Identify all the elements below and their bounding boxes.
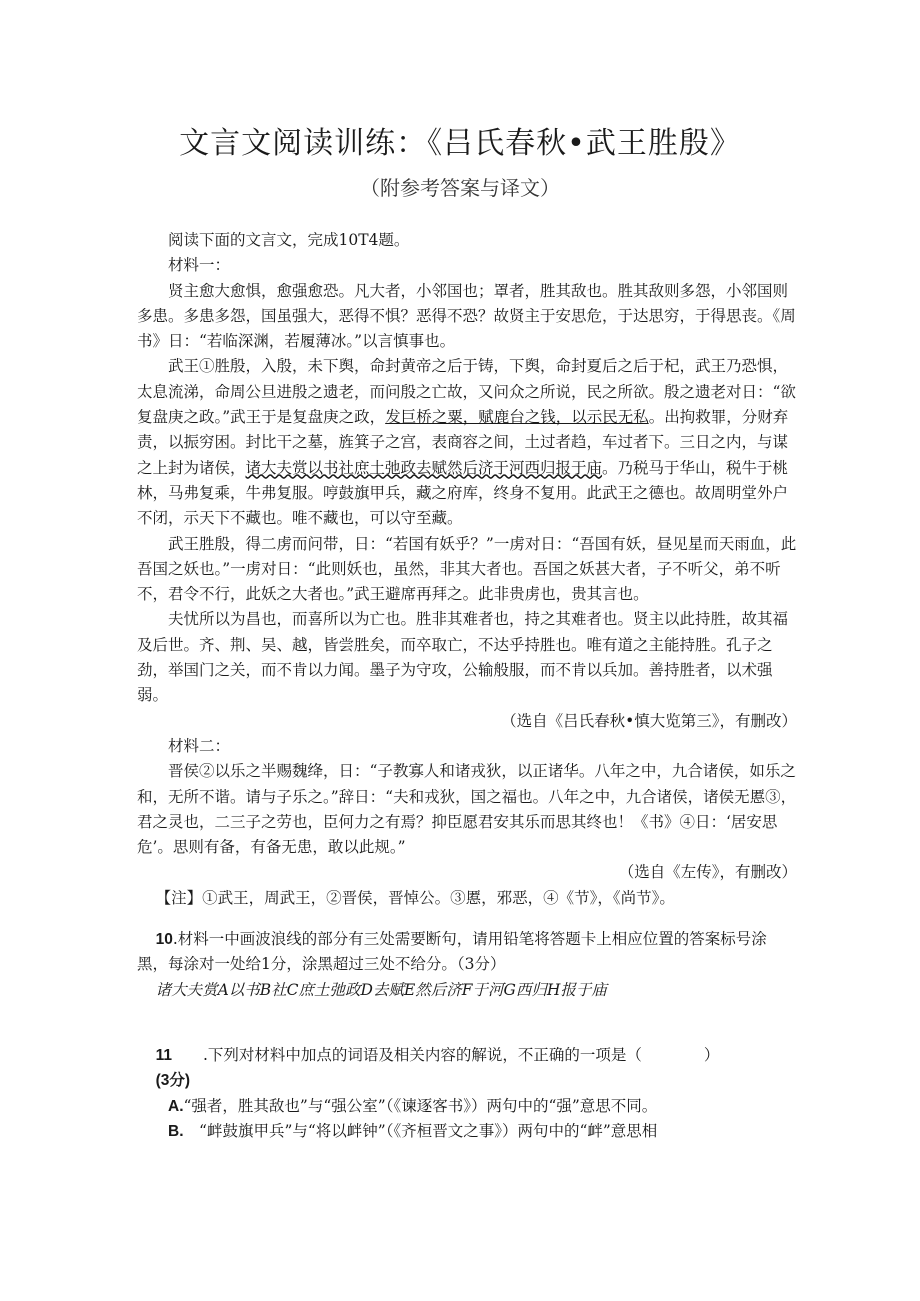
question-10 xyxy=(137,927,797,978)
option-label: A. xyxy=(168,1097,184,1115)
material-2-label: 材料二： xyxy=(168,736,231,755)
question-11-score: (3分) xyxy=(155,1072,191,1090)
wavy-underlined-sentence: 诸大夫赏以书社庶土弛政去赋然后济于河西归报于庙 xyxy=(245,458,603,477)
intro-text: 阅读下面的文言文，完成10T4题。 xyxy=(168,231,410,249)
question-text: .下列对材料中加点的词语及相关内容的解说，不正确的一项是（ ） xyxy=(203,1045,720,1064)
material-1-paragraph-1: 贤主愈大愈惧，愈强愈恐。凡大者，小邻国也；罩者，胜其敌也。胜其敌则多怨，小邻国则多患。多患多怨，国虽强大，恶得不惧？恶得不恐？故贤主于安思危，于达思穷，于得思丧。《周书》日：“若临深渊，若履薄冰。”以言慎事也。 xyxy=(137,281,796,351)
text-run: 。出拘救罪，分财弃责，以振穷困。封比干之墓，旌箕子之宫，表商容之间，土过者趋，车过者下。三日之内，与谋之上封为诸侯， xyxy=(137,408,789,477)
text-run: 。乃税马于华山，税牛于桃林，马弗复乘，牛弗复服。哼鼓旗甲兵，藏之府库，终身不复用。此武王之德也。故周明堂外户不闭，示天下不藏也。唯不藏也，可以守至藏。 xyxy=(137,458,789,528)
material-1-paragraph-3: 武王胜殷，得二虏而问带，日：“若国有妖乎？”一虏对日：“吾国有妖，昼见星而天雨血，此吾国之妖也。”一虏对日：“此则妖也，虽然，非其大者也。吾国之妖甚大者，子不听父，弟不听不，君令不行，此妖之大者也。”武王避席再拜之。此非贵虏也，贵其言也。 xyxy=(137,534,797,604)
material-2-paragraph-1: 晋侯②以乐之半赐魏绛，日：“子教寡人和诸戎狄，以正诸华。八年之中，九合诸侯，如乐之和，无所不谐。请与子乐之。”辞日：“夫和戎狄，国之福也。八年之中，九合诸侯，诸侯无慝③，君之灵也，二三子之劳也，臣何力之有焉？抑臣愿君安其乐而思其终也！《书》④日：‘居安思危’。思则有备，有备无患，敢以此规。” xyxy=(137,762,797,857)
material-2-source: （选自《左传》，有删改） xyxy=(618,863,797,882)
question-text: .材料一中画波浪线的部分有三处需要断句，请用铅笔将答题卡上相应位置的答案标号涂黑，每涂对一处给1分，涂黑超过三处不给分。（3分） xyxy=(137,930,767,974)
option-text: “衅鼓旗甲兵”与“将以衅钟”（《齐桓晋文之事》）两句中的“衅”意思相 xyxy=(199,1121,658,1140)
document-body xyxy=(137,228,797,1144)
question-11 xyxy=(137,1043,797,1068)
document-title: 文言文阅读训练：《吕氏春秋•武王胜殷》 xyxy=(179,126,741,161)
material-1-source: （选自《吕氏春秋•慎大览第三》，有删改） xyxy=(501,711,797,730)
text-run: 武王①胜殷，入殷，未下舆，命封黄帝之后于铸，下舆，命封夏后之后于杞，武王乃恐惧，太息流涕，命周公旦进殷之遗老，而问殷之亡故，又问众之所说，民之所欲。殷之遗老对日：“欲复盘庚之政。”武王于是复盘庚之政， xyxy=(137,357,796,427)
question-number: 10 xyxy=(155,931,173,949)
question-11-option-a xyxy=(137,1094,797,1119)
option-text: “强者，胜其敌也”与“强公室”（《谏逐客书》）两句中的“强”意思不同。 xyxy=(183,1096,658,1115)
question-10-answer-options: 诸大夫赏A以书B社C庶土弛政D去赋E然后济F于河G西归H报于庙 xyxy=(155,980,607,999)
material-1-paragraph-4: 夫忧所以为昌也，而喜所以为亡也。胜非其难者也，持之其难者也。贤主以此持胜，故其福及后世。齐、荆、吴、越，皆尝胜矣，而卒取亡，不达乎持胜也。唯有道之主能持胜。孔子之劲，举国门之关，而不肯以力闻。墨子为守攻，公输般服，而不肯以兵加。善持胜者，以术强弱。 xyxy=(137,610,789,705)
option-label: B. xyxy=(168,1122,184,1140)
material-1-label: 材料一： xyxy=(168,256,231,275)
question-number: 11 xyxy=(155,1046,172,1064)
document-subtitle: （附参考答案与译文） xyxy=(360,176,560,200)
material-1-paragraph-2 xyxy=(137,354,797,531)
annotation-note: 【注】①武王，周武王，②晋侯，晋悼公。③慝，邪恶，④《节》，《尚节》。 xyxy=(155,888,675,907)
question-11-option-b xyxy=(137,1119,797,1144)
underlined-sentence: 发巨桥之粟，赋鹿台之钱，以示民无私 xyxy=(385,408,649,427)
